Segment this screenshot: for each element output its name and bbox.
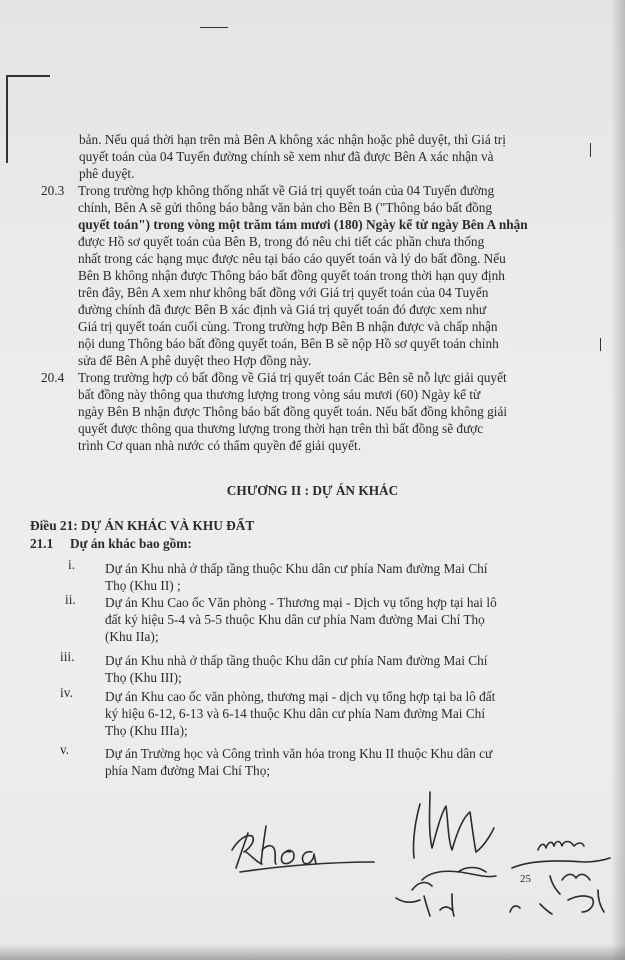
paragraph-line: quyết toán của 04 Tuyến đường chính sẽ xem như đã được Bên A xác nhận và <box>79 149 494 164</box>
clause-20-4-line: Trong trường hợp có bất đồng về Giá trị quyết toán Các Bên sẽ nỗ lực giải quyết <box>78 370 507 385</box>
paragraph-line: bản. Nếu quá thời hạn trên mà Bên A không xác nhận hoặc phê duyệt, thì Giá trị <box>79 132 506 147</box>
clause-number-20-3: 20.3 <box>41 183 65 198</box>
clause-20-3-line: nhất trong các hạng mục được nêu tại báo cáo quyết toán và lý do bất đồng. Nếu <box>78 251 506 266</box>
item-line: Dự án Khu nhà ở thấp tầng thuộc Khu dân cư phía Nam đường Mai Chí <box>105 653 488 668</box>
item-number: i. <box>68 557 76 572</box>
clause-20-3-line: nội dung Thông báo bất đồng quyết toán, Bên B sẽ nộp Hồ sơ quyết toán chỉnh <box>78 336 499 351</box>
item-line: Dự án Khu cao ốc văn phòng, thương mại - dịch vụ tổng hợp tại ba lô đất <box>105 689 496 704</box>
clause-20-4-line: bất đồng này thông qua thương lượng trong vòng sáu mươi (60) Ngày kể từ <box>78 387 481 402</box>
signature-middle <box>396 792 496 916</box>
item-line: phía Nam đường Mai Chí Thọ; <box>105 763 271 778</box>
clause-20-4-line: trình Cơ quan nhà nước có thẩm quyền để giải quyết. <box>78 438 362 453</box>
clause-20-3-line: Giá trị quyết toán cuối cùng. Trong trường hợp Bên B nhận được và chấp nhận <box>78 319 498 334</box>
item-line: Dự án Khu nhà ở thấp tầng thuộc Khu dân cư phía Nam đường Mai Chí <box>105 561 488 576</box>
item-line: Dự án Trường học và Công trình văn hóa trong Khu II thuộc Khu dân cư <box>105 746 493 761</box>
item-number: v. <box>60 742 70 757</box>
clause-20-4-line: ngày Bên B nhận được Thông báo bất đồng quyết toán. Nếu bất đồng không giải <box>78 404 508 419</box>
item-number: ii. <box>65 592 76 607</box>
clause-number-20-4: 20.4 <box>41 370 65 385</box>
clause-20-3-line: Trong trường hợp không thống nhất về Giá trị quyết toán của 04 Tuyến đường <box>78 183 495 198</box>
signature-left <box>232 826 374 872</box>
item-line: Thọ (Khu II) ; <box>105 578 181 593</box>
clause-number-21-1: 21.1 <box>30 536 54 551</box>
clause-20-3-line: đường chính đã được Bên B xác định và Giá trị quyết toán đó được xem như <box>78 302 487 317</box>
clause-20-3-line: được Hồ sơ quyết toán của Bên B, trong đó nêu chi tiết các phần chưa thống <box>78 234 485 249</box>
clause-20-3-line: Bên B không nhận được Thông báo bất đồng quyết toán trong thời hạn quy định <box>78 268 505 283</box>
clause-20-3-line: quyết toán") trong vòng một trăm tám mươi (180) Ngày kể từ ngày Bên A nhận <box>78 217 528 232</box>
paragraph-line: phê duyệt. <box>79 166 135 181</box>
item-number: iv. <box>60 685 73 700</box>
clause-20-3-line: trên đây, Bên A xem như không bất đồng với Giá trị quyết toán của 04 Tuyến <box>78 285 489 300</box>
item-line: (Khu IIa); <box>105 629 159 644</box>
clause-20-3-line: sửa để Bên A phê duyệt theo Hợp đồng này. <box>78 353 312 368</box>
item-line: Thọ (Khu III); <box>105 670 182 685</box>
clause-20-3-line: chính, Bên A sẽ gửi thông báo bằng văn bản cho Bên B ("Thông báo bất đồng <box>78 200 493 215</box>
item-number: iii. <box>60 649 75 664</box>
item-line: đất ký hiệu 5-4 và 5-5 thuộc Khu dân cư phía Nam đường Mai Chí Thọ <box>105 612 485 627</box>
page-number: 25 <box>520 873 531 885</box>
chapter-heading: CHƯƠNG II : DỰ ÁN KHÁC <box>226 483 399 498</box>
clause-21-1-label: Dự án khác bao gồm: <box>70 536 192 551</box>
item-line: ký hiệu 6-12, 6-13 và 6-14 thuộc Khu dân cư phía Nam đường Mai Chí <box>105 706 486 721</box>
article-heading: Điều 21: DỰ ÁN KHÁC VÀ KHU ĐẤT <box>30 518 255 533</box>
clause-20-4-line: quyết được thông qua thương lượng trong thời hạn trên thì bất đồng sẽ được <box>78 421 484 436</box>
item-line: Thọ (Khu IIIa); <box>105 723 188 738</box>
item-line: Dự án Khu Cao ốc Văn phòng - Thương mại - Dịch vụ tổng hợp tại hai lô <box>105 595 497 610</box>
